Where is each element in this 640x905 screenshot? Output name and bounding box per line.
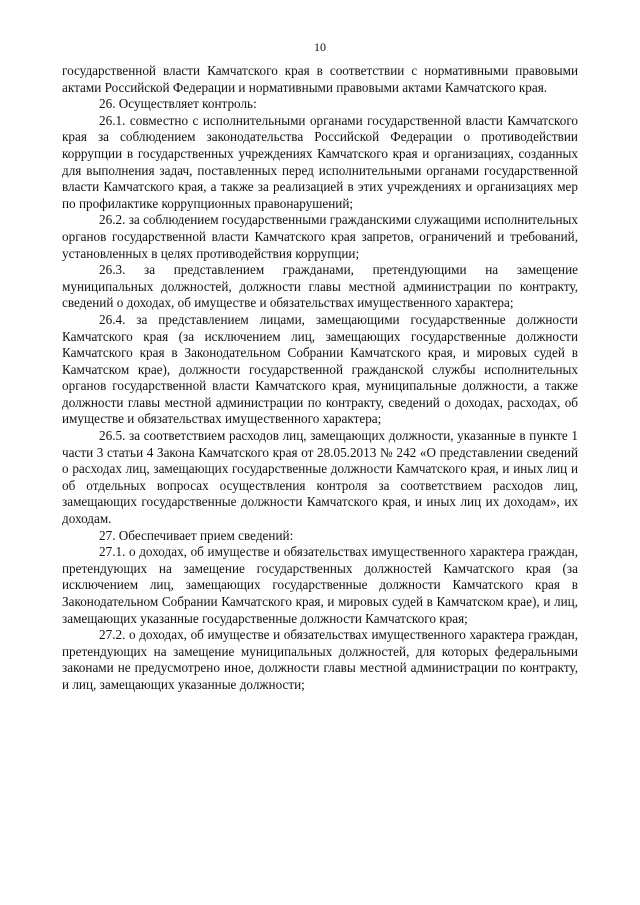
paragraph-continuation: государственной власти Камчатского края в соответствии с нормативными правовыми актами Российской Федерации и нормативными правовыми актами Камчатского края.	[62, 63, 578, 95]
paragraph-26-1: 26.1. совместно с исполнительными органами государственной власти Камчатского края за соблюдением законодательства Российской Федерации о противодействии коррупции в государственных учреждениях Камчатского края и организациях, созданных для выполнения задач, поставленных перед исполнительными органами государственной власти Камчатского края, а также за реализацией в этих учреждениях и организациях мер по профилактике коррупционных правонарушений;	[62, 112, 578, 211]
paragraph-26-3: 26.3. за представлением гражданами, претендующими на замещение муниципальных должностей, должности главы местной администрации по контракту, сведений о доходах, об имуществе и обязательствах имущественного характера;	[62, 262, 578, 311]
paragraph-26: 26. Осуществляет контроль:	[99, 96, 257, 112]
paragraph-27-2: 27.2. о доходах, об имуществе и обязательствах имущественного характера граждан, претендующих на замещение муниципальных должностей, для которых федеральными законами не предусмотрено иное, должности главы местной администрации по контракту, и лиц, замещающих указанные должности;	[62, 627, 578, 692]
paragraph-26-5: 26.5. за соответствием расходов лиц, замещающих должности, указанные в пункте 1 части 3 статьи 4 Закона Камчатского края от 28.05.2013 № 242 «О представлении сведений о расходах лиц, замещающих государственные должности Камчатского края, и иных лиц и об отдельных вопросах осуществления контроля за соответствием расходов лиц, замещающих государственные должности Камчатского края, и иных лиц их доходам», их доходам.	[62, 428, 578, 527]
paragraph-26-2: 26.2. за соблюдением государственными гражданскими служащими исполнительных органов государственной власти Камчатского края запретов, ограничений и требований, установленных в целях противодействия коррупции;	[62, 212, 578, 261]
paragraph-26-4: 26.4. за представлением лицами, замещающими государственные должности Камчатского края (за исключением лиц, замещающих государственные должности Камчатского края в Законодательном Собрании Камчатского края, и мировых судей в Камчатском крае), должности государственной гражданской службы исполнительных органов государственной власти Камчатского края, муниципальные должности, а также должности главы местной администрации по контракту, сведений о доходах, расходах, об имуществе и обязательствах имущественного характера;	[62, 311, 578, 427]
paragraph-27: 27. Обеспечивает прием сведений:	[99, 527, 294, 543]
document-body	[62, 63, 578, 694]
paragraph-27-1: 27.1. о доходах, об имуществе и обязательствах имущественного характера граждан, претендующих на замещение государственных должностей Камчатского края (за исключением лиц, замещающих государственные должности Камчатского края в Законодательном Собрании Камчатского края, и мировых судей в Камчатском крае), и лиц, замещающих указанные государственные должности Камчатского края;	[62, 544, 578, 626]
page-number: 10	[314, 40, 326, 54]
